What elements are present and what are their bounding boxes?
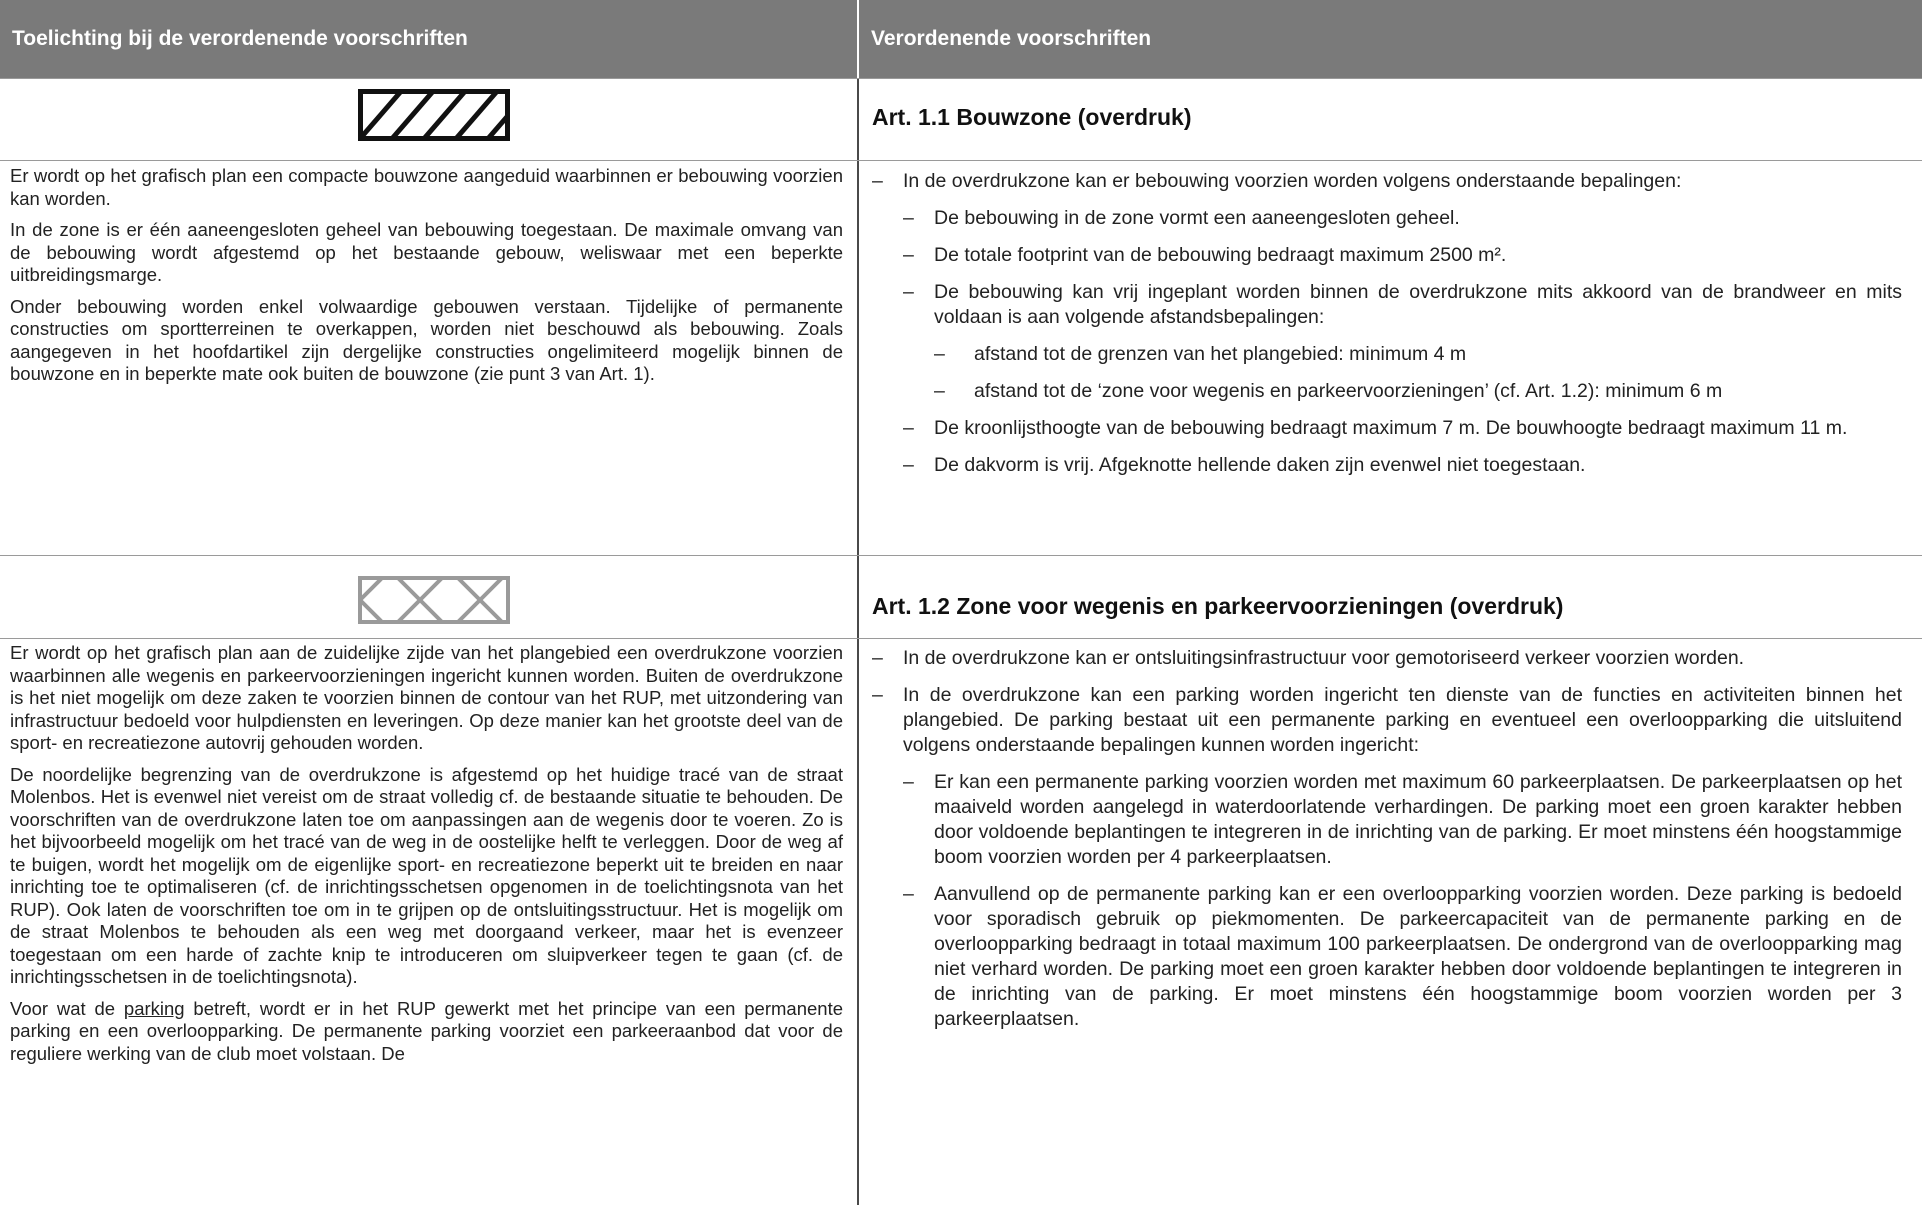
row-divider [0,555,1922,556]
list-item-text: De kroonlijsthoogte van de bebouwing bedraagt maximum 7 m. De bouwhoogte bedraagt maximum 11 m. [934,417,1848,439]
row-divider [0,638,1922,639]
list-item: – De dakvorm is vrij. Afgeknotte hellende daken zijn evenwel niet toegestaan. [903,454,1586,476]
list-item: – afstand tot de grenzen van het plangebied: minimum 4 m [934,343,1467,365]
article-title: Art. 1.1 Bouwzone (overdruk) [872,104,1192,130]
list-item-text: De dakvorm is vrij. Afgeknotte hellende daken zijn evenwel niet toegestaan. [934,454,1586,476]
paragraph: De noordelijke begrenzing van de overdrukzone is afgestemd op het huidige tracé van de straat Molenbos. Het is evenwel niet vereist om de straat volledig cf. de bestaande situatie te behouden. De voorschriften van de overdrukzone laten toe om aanpassingen aan de wegenis door te voeren. Zo is het bijvoorbeeld mogelijk om het tracé van de weg in de oostelijke helft te verleggen. Door de weg af te buigen, wordt het mogelijk om de eigenlijke sport- en recreatiezone beperkt uit te breiden en naar inrichting toe te optimaliseren (cf. de inrichtingsschetsen opgenomen in de toelichtingsnota van het RUP). Ook laten de voorschriften toe om in te grijpen op de ontsluitingsstructuur. Het is mogelijk om de straat Molenbos te behouden als een weg met doorgaand verkeer, maar het is evenzeer toegestaan om een harde of zachte knip te introduceren om sluipverkeer tegen te gaan (cf. de inrichtingsschetsen in de toelichtingsnota). [10,763,843,987]
regulation-text [872,169,1902,490]
header-left: Toelichting bij de verordenende voorschriften [0,0,857,78]
list-item-text: De totale footprint van de bebouwing bedraagt maximum 2500 m². [934,244,1507,266]
list-item: – De totale footprint van de bebouwing bedraagt maximum 2500 m². [903,244,1507,266]
hatched-rectangle-icon [358,89,510,141]
column-divider [857,78,859,1205]
list-item-text: De bebouwing in de zone vormt een aaneengesloten geheel. [934,207,1460,229]
list-item: – In de overdrukzone kan er ontsluitingsinfrastructuur voor gemotoriseerd verkeer voorzien worden. [872,647,1745,669]
list-item: – Er kan een permanente parking voorzien worden met maximum 60 parkeerplaatsen. De parkeerplaatsen op het maaiveld worden aangelegd in waterdoorlatende verhardingen. De parking moet een groen karakter hebben door voldoende beplantingen te integreren in de inrichting van de parking. Er moet minstens één hoogstammige boom voorzien worden per 4 parkeerplaatsen. [903,771,1902,868]
list-item-text: Aanvullend op de permanente parking kan er een overloopparking voorzien worden. Deze parking is bedoeld voor sporadisch gebruik op piekmomenten. De parkeercapaciteit van de permanente parking en de overloopparking bedraagt in totaal maximum 100 parkeerplaatsen. De ondergrond van de overloopparking mag niet verhard worden. De parking moet een groen karakter hebben door voldoende beplantingen te integreren in de inrichting van de parking. Er moet minstens één hoogstammige boom voorzien worden per 3 parkeerplaatsen. [934,883,1902,1030]
parking-term: parking [123,997,185,1019]
paragraph: Er wordt op het grafisch plan een compacte bouwzone aangeduid waarbinnen er bebouwing voorzien kan worden. [10,165,843,209]
paragraph: In de zone is er één aaneengesloten geheel van bebouwing toegestaan. De maximale omvang van de bebouwing wordt afgestemd op het bestaande gebouw, weliswaar met een beperkte uitbreidingsmarge. [10,219,843,285]
list-item-text: In de overdrukzone kan er ontsluitingsinfrastructuur voor gemotoriseerd verkeer voorzien worden. [903,647,1745,669]
list-item: – De bebouwing in de zone vormt een aaneengesloten geheel. [903,207,1460,229]
paragraph: Er wordt op het grafisch plan aan de zuidelijke zijde van het plangebied een overdrukzone voorzien waarbinnen alle wegenis en parkeervoorzieningen ingericht kunnen worden. Buiten de overdrukzone is het niet mogelijk om deze zaken te voorzien binnen de contour van het RUP, met uitzondering van infrastructuur bedoeld voor hulpdiensten en leveringen. Op deze manier kan het grootste deel van de sport- en recreatiezone autovrij gehouden worden. [10,642,843,753]
paragraph [10,998,843,1066]
row-divider [0,160,1922,161]
row-divider [0,78,1922,79]
list-item-text: Er kan een permanente parking voorzien worden met maximum 60 parkeerplaatsen. De parkeerplaatsen op het maaiveld worden aangelegd in waterdoorlatende verhardingen. De parking moet een groen karakter hebben door voldoende beplantingen te integreren in de inrichting van de parking. Er moet minstens één hoogstammige boom voorzien worden per 4 parkeerplaatsen. [934,771,1902,868]
paragraph-text: betreft, wordt er in het RUP gewerkt met het principe van een permanente parking en een overloopparking. De permanente parking voorziet een parkeeraanbod dat voor de reguliere werking van de club moet volstaan. De [10,997,844,1064]
list-item-text: De bebouwing kan vrij ingeplant worden binnen de overdrukzone mits akkoord van de brandweer en mits voldaan is aan volgende afstandsbepalingen: [934,281,1902,328]
list-item-text: afstand tot de ‘zone voor wegenis en parkeervoorzieningen’ (cf. Art. 1.2): minimum 6 m [974,380,1723,402]
list-item-text: In de overdrukzone kan een parking worden ingericht ten dienste van de functies en activiteiten binnen het plangebied. De parking bestaat uit een permanente parking en eventueel een overloopparking die uitsluitend volgens onderstaande bepalingen kunnen worden ingericht: [903,684,1902,756]
regulation-text [872,646,1902,1044]
list-item: – De bebouwing kan vrij ingeplant worden binnen de overdrukzone mits akkoord van de brandweer en mits voldaan is aan volgende afstandsbepalingen: [903,281,1902,328]
article-title: Art. 1.2 Zone voor wegenis en parkeervoorzieningen (overdruk) [872,593,1564,619]
list-item: – afstand tot de ‘zone voor wegenis en parkeervoorzieningen’ (cf. Art. 1.2): minimum 6 m [934,380,1723,402]
paragraph-text: Voor wat de [10,997,124,1019]
list-item: – Aanvullend op de permanente parking kan er een overloopparking voorzien worden. Deze parking is bedoeld voor sporadisch gebruik op piekmomenten. De parkeercapaciteit van de permanente parking en de overloopparking bedraagt in totaal maximum 100 parkeerplaatsen. De ondergrond van de overloopparking mag niet verhard worden. De parking moet een groen karakter hebben door voldoende beplantingen te integreren in de inrichting van de parking. Er moet minstens één hoogstammige boom voorzien worden per 3 parkeerplaatsen. [903,883,1902,1030]
list-item-text: afstand tot de grenzen van het plangebied: minimum 4 m [974,343,1467,365]
list-item: – In de overdrukzone kan er bebouwing voorzien worden volgens onderstaande bepalingen: [872,170,1682,192]
list-item: – In de overdrukzone kan een parking worden ingericht ten dienste van de functies en activiteiten binnen het plangebied. De parking bestaat uit een permanente parking en eventueel een overloopparking die uitsluitend volgens onderstaande bepalingen kunnen worden ingericht: [872,684,1902,756]
list-item: – De kroonlijsthoogte van de bebouwing bedraagt maximum 7 m. De bouwhoogte bedraagt maximum 11 m. [903,417,1848,439]
explanation-text [10,642,843,1074]
crossed-rectangle-icon [358,576,510,624]
list-item-text: In de overdrukzone kan er bebouwing voorzien worden volgens onderstaande bepalingen: [903,170,1682,192]
explanation-text [10,165,843,395]
paragraph: Onder bebouwing worden enkel volwaardige gebouwen verstaan. Tijdelijke of permanente constructies om sportterreinen te overkappen, worden niet beschouwd als bebouwing. Zoals aangegeven in het hoofdartikel zijn dergelijke constructies ongelimiteerd mogelijk binnen de bouwzone en in beperkte mate ook buiten de bouwzone (zie punt 3 van Art. 1). [10,295,843,384]
header-right: Verordenende voorschriften [859,0,1922,78]
